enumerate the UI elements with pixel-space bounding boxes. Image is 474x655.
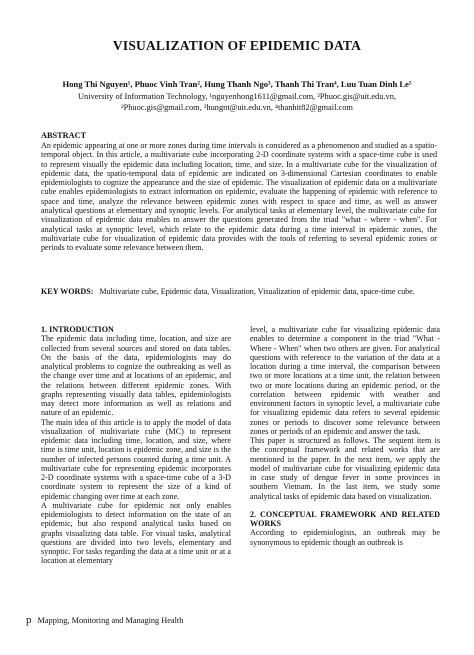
page-number: p: [26, 614, 32, 626]
left-column: [41, 325, 231, 566]
paragraph: The epidemic data including time, location, and size are collected from several sources and stored on data tables. On the basis of the data, epidemiologists may do analytical problems to cognize the outbreaking as well as the change over time and at locations of an epidemic, and the relations between different epidemic zones. With graphs representing visually data tables, epidemiologists may detect more information as well as relations and nature of an epidemic.: [41, 334, 231, 418]
paragraph: According to epidemiologists, an outbreak may be synonymous to epidemic though an outbreak is: [250, 528, 440, 547]
footer-text: Mapping, Monitoring and Managing Health: [37, 616, 184, 625]
section-heading-framework: 2. CONCEPTUAL FRAMEWORK AND RELATED WORKS: [250, 509, 440, 528]
paragraph: A multivariate cube for epidemic not only enables epidemiologists to detect information on the state of an epidemic, but also respond analytical tasks based on graphs visualizing data table. For visual tasks, analytical questions are divided into two levels, elementary and synoptic. For tasks regarding the data at a time unit or at a location at elementary: [41, 500, 231, 566]
paragraph: level, a multivariate cube for visualizing epidemic data enables to determine a component in the triad "What - Where - When" when two others are given. For analytical questions with reference to the variation of the data at a location during a time interval, the comparison between two or more locations at a time unit, the relation between two or more locations during an epidemic period, or the correlation between epidemic with weather and environment factors in synoptic level, a multivariate cube for visualizing epidemic data refers to several epidemic zones or periods to discover some relevance between zones or periods of an epidemic and answer the task.: [250, 325, 440, 436]
page-footer: [26, 614, 183, 626]
keywords-label: KEY WORDS:: [41, 287, 94, 296]
section-heading-introduction: 1. INTRODUCTION: [41, 325, 114, 334]
affiliation-line: ²Phuoc.gis@gmail.com, ³hungnt@uit.edu.vn, ⁴thanhit82@gmail.com: [121, 103, 353, 112]
abstract-heading: ABSTRACT: [41, 131, 87, 140]
author-list: Hong Thi Nguyen¹, Phuoc Vinh Tran², Hung Thanh Ngo³, Thanh Thi Tran⁴, Luu Tuan Dinh Le⁵: [62, 79, 412, 89]
paragraph: This paper is structured as follows. The sequent item is the conceptual framework and related works that are mentioned in the paper. In the next item, we apply the model of multivariate cube for visualizing epidemic data in case study of dengue fever in some provinces in southern Vietnam. In the last item, we study some analytical tasks of epidemic data based on visualization.: [250, 436, 440, 501]
paper-title: VISUALIZATION OF EPIDEMIC DATA: [112, 38, 362, 53]
abstract-body: An epidemic appearing at one or more zones during time intervals is considered as a phenomenon and studied as a spatio-temporal object. In this article, a multivariate cube incorporating 2-D coordinate systems with a space-time cube is used to represent visually the epidemic data including location, time, and size. In a multivariate cube for the visualization of epidemic data, the spatio-temporal data of epidemic are indicated on 3-dimensional Cartesian coordinates to enable epidemiologists to cognize the appearance and the size of epidemic. The visualization of epidemic data on a multivariate cube enables epidemiologists to extract information on epidemic, evaluate the happening of epidemic with reference to space and time, analyze the relevance between epidemic zones with respect to space and time, as well as answer analytical questions at elementary and synoptic levels. For analytical tasks at elementary level, the multivariate cube for visualization of epidemic data enables to answer the questions generated from the triad "what - where - when". For analytical tasks at synoptic level, which relate to the epidemic data during a time interval in epidemic zones, the multivariate cube for visualization of epidemic data provides with the tools of referring to several epidemic zones or periods to evaluate some relevance between them.: [41, 141, 437, 253]
affiliation: [20, 91, 454, 113]
paragraph: The main idea of this article is to apply the model of data visualization of multivariate cube (MC) to represent epidemic data including time, location, and size, where time is time unit, location is epidemic zone, and size is the number of infected persons counted during a time unit. A multivariate cube for representing epidemic incorporates 2-D coordinate systems with a space-time cube of a 3-D coordinate system to represent the size of a kind of epidemic changing over time at each zone.: [41, 417, 231, 501]
right-column: [250, 325, 440, 547]
affiliation-line: University of Information Technology, ¹nguyenhong1611@gmail.com, ²Phuoc.gis@uit.edu.vn,: [78, 92, 396, 101]
keywords-text: Multivariate cube, Epidemic data, Visualization, Visualization of epidemic data, space-time cube.: [99, 287, 415, 296]
keywords: [41, 287, 437, 297]
